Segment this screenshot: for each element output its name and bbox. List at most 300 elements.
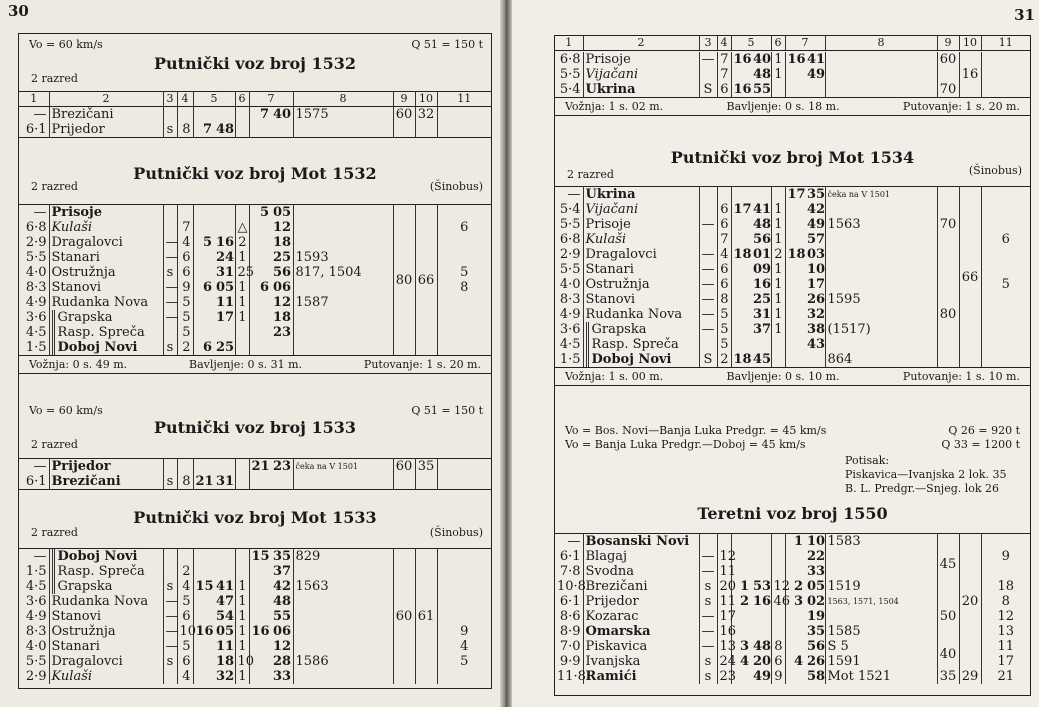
departure-minute-cell: 40 xyxy=(273,107,292,122)
arrival-hour-cell xyxy=(193,205,214,221)
arrival-hour-cell xyxy=(193,107,214,122)
departure-hour-cell xyxy=(785,82,805,97)
grade-cell xyxy=(981,82,1030,97)
stop-type-cell: — xyxy=(699,322,717,337)
stop-type-cell: — xyxy=(699,307,717,322)
station-name: Brezičani xyxy=(49,107,163,122)
departure-minute-cell: 32 xyxy=(807,307,826,322)
run-minutes-cell: 8 xyxy=(177,122,193,138)
load-note: Q 26 = 920 t xyxy=(948,424,1020,437)
remarks-cell xyxy=(825,202,937,217)
arrival-minute-cell: 16 xyxy=(753,277,772,292)
departure-minute-cell: 55 xyxy=(273,609,292,624)
arrival-hour-cell xyxy=(731,322,751,337)
station-name: Ostružnja xyxy=(583,277,699,292)
remarks-cell xyxy=(293,122,393,138)
dwell-cell: 2 xyxy=(235,235,249,250)
speed-cell: 60 xyxy=(393,459,415,475)
arrival-minute-cell: 20 xyxy=(753,654,772,669)
stop-type-cell: s xyxy=(699,594,717,609)
class-note: 2 razred xyxy=(31,526,78,539)
arrival-hour-cell xyxy=(193,325,214,340)
dwell-cell xyxy=(771,187,785,203)
weight-cell: 61 xyxy=(415,549,437,685)
col-header: 9 xyxy=(393,92,415,107)
stop-type-cell xyxy=(163,220,177,235)
departure-hour-cell xyxy=(249,609,271,624)
speed-note: Vo = 60 km/s xyxy=(29,404,103,417)
col-header: 2 xyxy=(49,92,163,107)
dwell-cell: 1 xyxy=(771,232,785,247)
stop-type-cell: — xyxy=(163,280,177,295)
km-cell: 10·8 xyxy=(557,579,586,594)
station-name: Grapska xyxy=(49,310,163,325)
speed-cell xyxy=(937,67,959,82)
arrival-minute-cell xyxy=(751,534,771,550)
departure-hour-cell: 2 xyxy=(793,579,803,594)
arrival-hour-cell xyxy=(731,217,751,232)
departure-minute-cell: 26 xyxy=(807,654,826,669)
run-minutes-cell: 4 xyxy=(177,235,193,250)
run-minutes-cell: 6 xyxy=(717,217,731,232)
remarks-cell xyxy=(825,232,937,247)
remarks-cell: 1595 xyxy=(825,292,937,307)
run-minutes-cell: 8 xyxy=(717,292,731,307)
speed-cell: 50 xyxy=(937,594,959,639)
departure-hour-cell xyxy=(249,564,271,579)
dwell-cell: 9 xyxy=(771,669,785,684)
stop-type-cell xyxy=(699,187,717,203)
arrival-hour-cell xyxy=(731,292,751,307)
departure-hour-cell xyxy=(785,639,805,654)
train-continued-table xyxy=(555,52,1030,116)
arrival-minute-cell: 41 xyxy=(753,202,772,217)
remarks-cell: 1591 xyxy=(825,654,937,669)
table-row xyxy=(555,52,1030,67)
dwell-cell: 46 xyxy=(771,594,785,609)
departure-hour-cell: 21 xyxy=(251,459,270,474)
station-name: Brezičani xyxy=(49,474,163,490)
table-row xyxy=(555,639,1030,654)
remarks-cell xyxy=(825,564,937,579)
arrival-hour-cell xyxy=(193,549,214,565)
departure-minute-cell xyxy=(805,352,825,367)
departure-hour-cell xyxy=(249,340,271,355)
stop-type-cell: — xyxy=(699,624,717,639)
departure-minute-cell: 38 xyxy=(807,322,826,337)
run-minutes-cell: 7 xyxy=(177,220,193,235)
arrival-minute-cell xyxy=(214,220,235,235)
grade-cell: 13 xyxy=(997,624,1015,639)
grade-cell: 6 xyxy=(460,220,469,235)
train-mot-1532-header xyxy=(19,144,491,196)
departure-minute-cell: 05 xyxy=(807,579,826,594)
col-header: 5 xyxy=(193,92,235,107)
weight-cell: 66 xyxy=(959,187,981,368)
speed-cell: 70 xyxy=(937,187,959,263)
departure-minute-cell xyxy=(805,82,825,97)
remarks-cell xyxy=(293,235,393,250)
arrival-minute-cell: 31 xyxy=(753,307,772,322)
arrival-minute-cell xyxy=(214,459,235,475)
station-name: Stanari xyxy=(49,639,163,654)
col-header: 10 xyxy=(415,92,437,107)
dwell-cell xyxy=(235,564,249,579)
summary-row xyxy=(555,97,1030,116)
km-cell: 9·9 xyxy=(555,654,583,669)
arrival-hour-cell xyxy=(193,609,214,624)
departure-minute-cell: 23 xyxy=(273,459,292,474)
stop-type-cell: — xyxy=(699,217,717,232)
table-row xyxy=(555,669,1030,684)
dwell-cell: 1 xyxy=(235,280,249,295)
dwell-cell xyxy=(771,337,785,352)
grade-cell xyxy=(437,609,491,624)
arrival-minute-cell: 48 xyxy=(753,639,772,654)
arrival-hour-cell: 7 xyxy=(202,122,212,137)
departure-minute-cell: 23 xyxy=(273,325,292,340)
km-cell: 3·6 xyxy=(19,310,49,325)
run-minutes-cell: 2 xyxy=(177,340,193,355)
departure-minute-cell: 57 xyxy=(807,232,826,247)
departure-hour-cell xyxy=(785,307,805,322)
dwell-cell: 12 xyxy=(771,579,785,594)
page-number: 31 xyxy=(1014,6,1035,24)
run-minutes-cell: 12 xyxy=(717,549,731,564)
grade-cell xyxy=(437,107,491,122)
km-cell: 6·1 xyxy=(555,594,583,609)
arrival-hour-cell xyxy=(193,639,214,654)
right-page xyxy=(512,0,1039,707)
departure-minute-cell: 25 xyxy=(273,250,292,265)
run-minutes-cell xyxy=(177,549,193,565)
dwell-cell xyxy=(771,609,785,624)
remarks-cell xyxy=(293,564,393,579)
remarks-cell: 1586 xyxy=(293,654,393,669)
departure-minute-cell: 49 xyxy=(807,67,826,82)
departure-minute-cell: 05 xyxy=(273,205,292,220)
stop-type-cell xyxy=(163,107,177,122)
remarks-cell xyxy=(825,262,937,277)
remarks-cell xyxy=(293,280,393,295)
remarks-cell xyxy=(825,609,937,624)
remarks-cell xyxy=(293,624,393,639)
push-note: Piskavica—Ivanjska 2 lok. 35 xyxy=(845,468,1007,481)
stop-type-cell: — xyxy=(163,310,177,325)
run-minutes-cell: 6 xyxy=(177,654,193,669)
departure-minute-cell: 22 xyxy=(807,549,826,564)
station-name: Grapska xyxy=(49,579,163,594)
run-minutes-cell: 24 xyxy=(717,654,731,669)
departure-hour-cell xyxy=(785,669,805,684)
departure-minute-cell: 33 xyxy=(807,564,826,579)
departure-hour-cell xyxy=(785,322,805,337)
weight-cell: 32 xyxy=(415,107,437,122)
station-name: Rasp. Spreča xyxy=(583,337,699,352)
arrival-minute-cell: 31 xyxy=(216,474,235,489)
remarks-cell xyxy=(293,340,393,355)
dwell-cell xyxy=(771,534,785,550)
dwell-cell: 1 xyxy=(771,322,785,337)
dwell-cell: 10 xyxy=(235,654,249,669)
arrival-hour-cell: 2 xyxy=(739,594,749,609)
run-minutes-cell: 23 xyxy=(717,669,731,684)
stop-type-cell: — xyxy=(699,262,717,277)
remarks-cell xyxy=(825,307,937,322)
km-cell: 1·5 xyxy=(19,340,49,355)
departure-hour-cell: 18 xyxy=(787,247,806,262)
arrival-minute-cell: 11 xyxy=(216,639,235,654)
arrival-hour-cell xyxy=(193,669,214,684)
arrival-hour-cell xyxy=(193,265,214,280)
departure-hour-cell: 7 xyxy=(259,107,269,122)
run-minutes-cell: 11 xyxy=(717,594,731,609)
departure-minute-cell: 12 xyxy=(273,295,292,310)
dwell-cell: 1 xyxy=(771,217,785,232)
dwell-cell xyxy=(235,340,249,355)
departure-hour-cell xyxy=(785,232,805,247)
grade-cell xyxy=(437,325,491,340)
departure-minute-cell: 56 xyxy=(807,639,826,654)
arrival-hour-cell: 16 xyxy=(733,82,752,97)
col-header: 7 xyxy=(785,36,825,51)
grade-cell: 18 xyxy=(997,579,1015,594)
weight-cell: 29 xyxy=(959,669,981,684)
run-minutes-cell: 6 xyxy=(177,609,193,624)
departure-minute-cell: 03 xyxy=(807,247,826,262)
train-mot-1533-header xyxy=(19,496,491,548)
run-minutes-cell xyxy=(177,205,193,221)
stop-type-cell: — xyxy=(163,235,177,250)
station-name: Prisoje xyxy=(49,205,163,221)
stop-type-cell: s xyxy=(163,654,177,669)
stop-type-cell xyxy=(699,337,717,352)
arrival-hour-cell xyxy=(193,654,214,669)
col-header: 4 xyxy=(717,36,731,51)
departure-hour-cell xyxy=(785,277,805,292)
col-header: 3 xyxy=(163,92,177,107)
remarks-cell xyxy=(825,277,937,292)
table-row xyxy=(19,459,491,475)
remarks-cell xyxy=(825,247,937,262)
weight-cell: 35 xyxy=(415,459,437,475)
remarks-cell xyxy=(825,337,937,352)
train-mot-1533-table xyxy=(19,548,491,684)
run-minutes-cell: 5 xyxy=(717,307,731,322)
km-cell: 7·0 xyxy=(555,639,583,654)
remarks-cell xyxy=(293,639,393,654)
arrival-hour-cell: 18 xyxy=(733,247,752,262)
table-row xyxy=(555,262,1030,277)
station-name: Piskavica xyxy=(583,639,699,654)
train-1550-table xyxy=(555,533,1030,684)
grade-cell: 5 xyxy=(460,265,469,280)
station-name: Ostružnja xyxy=(49,265,163,280)
stop-type-cell: S xyxy=(699,82,717,97)
remarks-cell: 864 xyxy=(825,352,937,367)
grade-cell: 12 xyxy=(997,609,1015,624)
run-minutes-cell: 4 xyxy=(177,669,193,684)
departure-minute-cell: 42 xyxy=(273,579,292,594)
km-cell: 6·8 xyxy=(555,232,583,247)
station-name: Vijačani xyxy=(583,202,699,217)
station-name: Prisoje xyxy=(583,52,699,67)
km-cell: 7·8 xyxy=(555,564,583,579)
total-time: Putovanje: 1 s. 10 m. xyxy=(902,370,1020,383)
departure-hour-cell: 5 xyxy=(259,205,269,220)
run-time: Vožnja: 0 s. 49 m. xyxy=(29,358,128,371)
weight-cell: 20 xyxy=(959,534,981,670)
km-cell: 2·9 xyxy=(555,247,583,262)
run-minutes-cell: 6 xyxy=(717,277,731,292)
table-row xyxy=(19,205,491,221)
departure-hour-cell xyxy=(785,217,805,232)
km-cell: — xyxy=(19,107,49,122)
col-header: 10 xyxy=(959,36,981,51)
run-minutes-cell: 6 xyxy=(717,202,731,217)
col-header: 4 xyxy=(177,92,193,107)
table-row xyxy=(19,122,491,138)
arrival-hour-cell xyxy=(193,250,214,265)
col-header: 9 xyxy=(937,36,959,51)
departure-hour-cell xyxy=(785,549,805,564)
remarks-cell: 1593 xyxy=(293,250,393,265)
dwell-cell: 1 xyxy=(235,250,249,265)
station-name: Prijedor xyxy=(49,459,163,475)
departure-hour-cell xyxy=(785,202,805,217)
station-name: Stanari xyxy=(583,262,699,277)
departure-minute-cell: 18 xyxy=(273,235,292,250)
arrival-minute-cell: 17 xyxy=(216,310,235,325)
grade-cell xyxy=(981,217,1030,232)
km-cell: 8·3 xyxy=(555,292,583,307)
dwell-cell: 1 xyxy=(771,277,785,292)
station-name: Rudanka Nova xyxy=(49,295,163,310)
timetable-frame xyxy=(554,35,1031,696)
remarks-cell xyxy=(293,310,393,325)
grade-cell xyxy=(981,564,1030,579)
station-name: Stanovi xyxy=(49,609,163,624)
arrival-minute-cell: 05 xyxy=(216,280,235,295)
train-title: Teretni voz broj 1550 xyxy=(697,504,888,523)
col-header: 11 xyxy=(437,92,491,107)
station-name: Doboj Novi xyxy=(49,340,163,355)
dwell-cell: 1 xyxy=(771,52,785,67)
km-cell: 6·8 xyxy=(555,52,583,67)
arrival-minute-cell xyxy=(214,205,235,221)
stop-type-cell: — xyxy=(163,295,177,310)
run-minutes-cell: 16 xyxy=(717,624,731,639)
dwell-cell: 1 xyxy=(235,639,249,654)
train-mot-1534-table xyxy=(555,186,1030,386)
grade-cell xyxy=(437,549,491,565)
dwell-cell xyxy=(235,205,249,221)
km-cell: — xyxy=(19,549,49,565)
col-header: 8 xyxy=(293,92,393,107)
station-name: Blagaj xyxy=(583,549,699,564)
stop-type-cell: — xyxy=(699,549,717,564)
speed-cell: 60 xyxy=(937,52,959,67)
class-note: 2 razred xyxy=(31,438,78,451)
dwell-cell: 1 xyxy=(771,262,785,277)
km-cell: 5·5 xyxy=(555,262,583,277)
km-cell: 5·4 xyxy=(555,202,583,217)
remarks-cell xyxy=(293,205,393,221)
arrival-hour-cell: 16 xyxy=(733,52,752,67)
grade-cell xyxy=(981,534,1030,550)
grade-cell: 9 xyxy=(460,624,469,639)
run-time: Vožnja: 1 s. 00 m. xyxy=(565,370,664,383)
arrival-minute-cell xyxy=(214,107,235,122)
dwell-cell: 6 xyxy=(771,654,785,669)
departure-minute-cell: 10 xyxy=(807,262,826,277)
arrival-hour-cell xyxy=(731,534,751,550)
departure-hour-cell xyxy=(785,67,805,82)
speed-note: Vo = 60 km/s xyxy=(29,38,103,51)
stop-type-cell: — xyxy=(163,639,177,654)
km-cell: 5·5 xyxy=(555,217,583,232)
km-cell: 4·0 xyxy=(555,277,583,292)
dwell-cell: 1 xyxy=(235,295,249,310)
grade-cell: 5 xyxy=(1001,277,1010,292)
train-1532-header xyxy=(19,34,491,91)
speed-cell: 80 xyxy=(937,262,959,367)
km-cell: 8·3 xyxy=(19,280,49,295)
grade-cell xyxy=(981,67,1030,82)
grade-cell xyxy=(437,250,491,265)
km-cell: 4·5 xyxy=(555,337,583,352)
km-cell: 4·9 xyxy=(19,609,49,624)
departure-hour-cell xyxy=(249,579,271,594)
grade-cell xyxy=(981,292,1030,307)
run-minutes-cell: 6 xyxy=(177,265,193,280)
station-name: Kulaši xyxy=(49,669,163,684)
station-name: Stanovi xyxy=(583,292,699,307)
stop-type-cell: — xyxy=(699,292,717,307)
arrival-minute-cell: 31 xyxy=(216,265,235,280)
departure-hour-cell: 16 xyxy=(251,624,270,639)
station-name: Dragalovci xyxy=(49,654,163,669)
departure-hour-cell xyxy=(785,564,805,579)
train-1533-table xyxy=(19,458,491,490)
grade-cell xyxy=(981,337,1030,352)
arrival-minute-cell: 45 xyxy=(753,352,772,367)
departure-minute-cell: 06 xyxy=(273,280,292,295)
departure-hour-cell: 1 xyxy=(793,534,803,549)
km-cell: 4·0 xyxy=(19,265,49,280)
table-row xyxy=(555,594,1030,609)
dwell-cell: 1 xyxy=(771,292,785,307)
stop-type-cell xyxy=(163,459,177,475)
arrival-hour-cell xyxy=(731,67,751,82)
remarks-cell: 829 xyxy=(293,549,393,565)
dwell-time: Bavljenje: 0 s. 10 m. xyxy=(726,370,840,383)
km-cell: 6·8 xyxy=(19,220,49,235)
run-minutes-cell: 6 xyxy=(717,262,731,277)
stop-type-cell xyxy=(699,534,717,550)
arrival-minute-cell: 54 xyxy=(216,609,235,624)
col-header: 6 xyxy=(771,36,785,51)
grade-cell xyxy=(437,564,491,579)
push-note: B. L. Predgr.—Snjeg. lok 26 xyxy=(845,482,1000,495)
departure-hour-cell xyxy=(249,220,271,235)
station-name: Prijedor xyxy=(583,594,699,609)
km-cell: 4·5 xyxy=(19,325,49,340)
col-header: 3 xyxy=(699,36,717,51)
grade-cell: 21 xyxy=(997,669,1015,684)
km-cell: — xyxy=(555,534,583,550)
departure-minute-cell: 35 xyxy=(273,549,292,564)
